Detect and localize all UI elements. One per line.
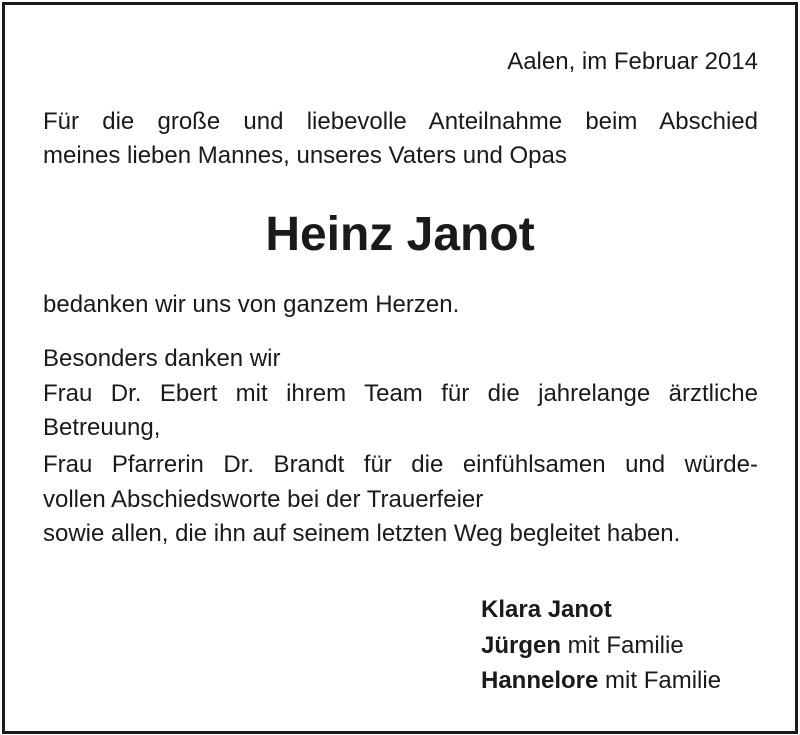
special-thanks-line-6: sowie allen, die ihn auf seinem letzten Weg begleitet haben. (43, 520, 681, 547)
signature-name: Hannelore (481, 667, 599, 694)
date-line: Aalen, im Februar 2014 (507, 48, 758, 75)
signature-name: Klara Janot (481, 596, 612, 623)
special-thanks-line-4: Frau Pfarrerin Dr. Brandt für die einfühlsamen und würde- (43, 451, 758, 478)
signature-suffix: mit Familie (561, 632, 684, 659)
special-thanks-line-2: Frau Dr. Ebert mit ihrem Team für die jahrelange ärztliche (43, 380, 758, 407)
intro-line-2: meines lieben Mannes, unseres Vaters und Opas (43, 142, 567, 169)
obituary-card (2, 2, 798, 734)
special-thanks-line-1: Besonders danken wir (43, 345, 281, 372)
signature-name: Jürgen (481, 632, 562, 659)
signature-2 (481, 629, 684, 663)
intro-line-1: Für die große und liebevolle Anteilnahme beim Abschied (43, 108, 758, 135)
signature-suffix: mit Familie (598, 667, 722, 694)
signature-1 (481, 593, 612, 627)
special-thanks-line-3: Betreuung, (43, 414, 161, 441)
special-thanks-line-5: vollen Abschiedsworte bei der Trauerfeier (43, 486, 484, 513)
thanks-line: bedanken wir uns von ganzem Herzen. (43, 291, 460, 318)
deceased-name: Heinz Janot (265, 208, 535, 261)
signature-3 (481, 664, 721, 698)
